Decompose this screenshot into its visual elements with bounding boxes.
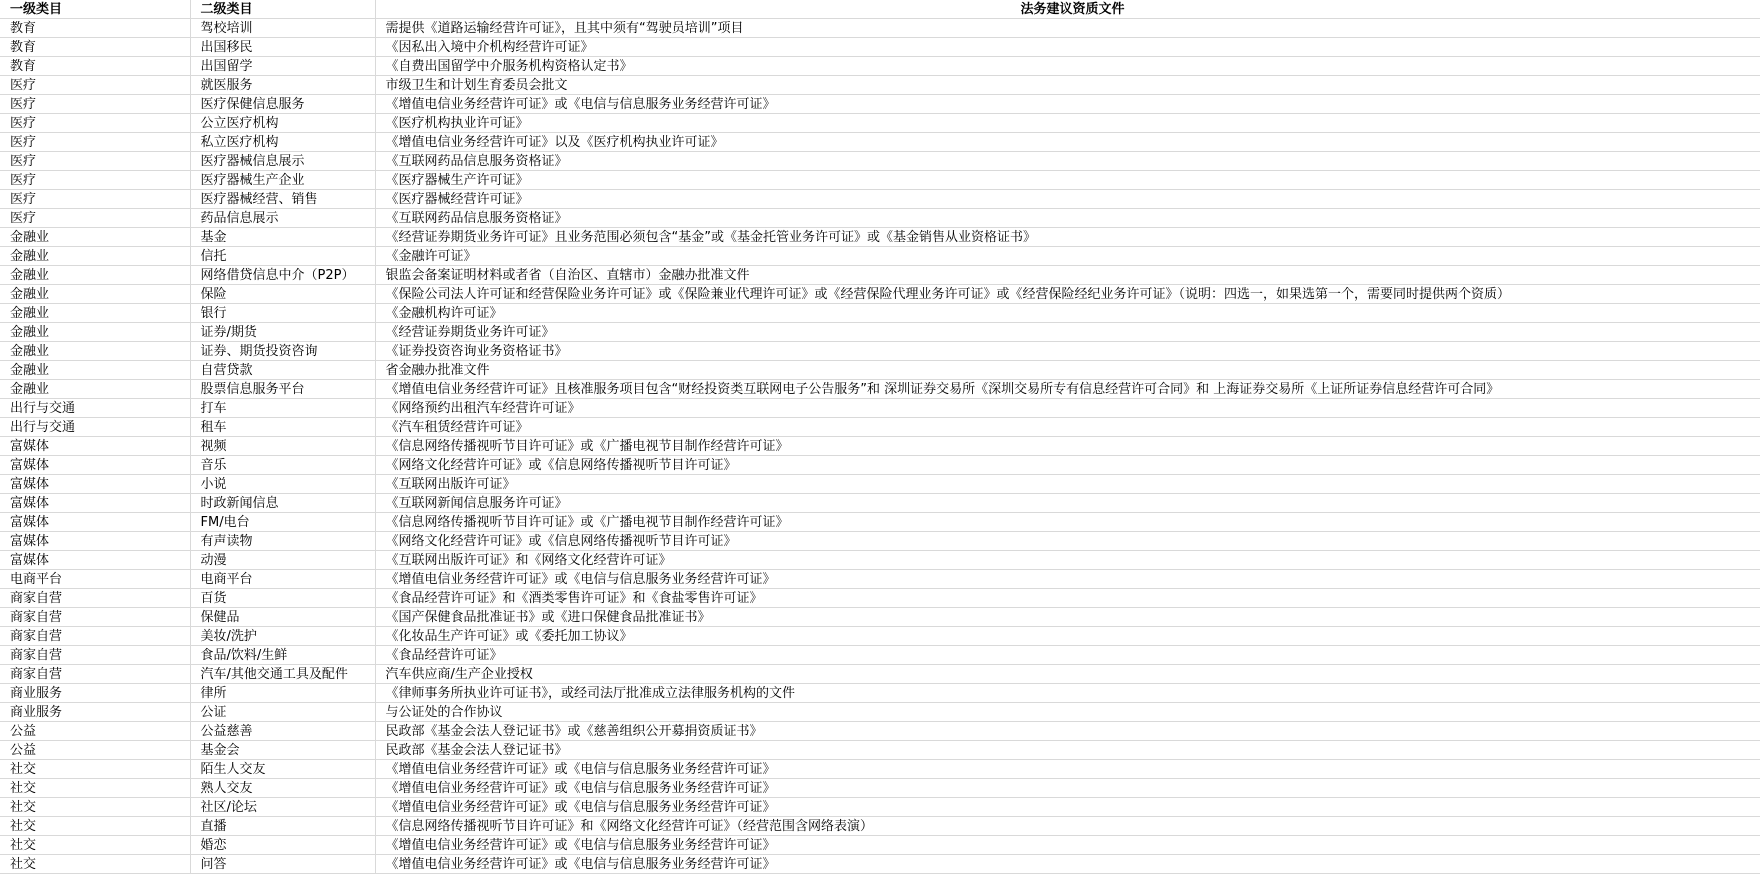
cell-level2-category[interactable]: 百货 [190, 589, 375, 608]
table-row [0, 361, 1760, 380]
cell-level1-category[interactable]: 金融业 [0, 342, 190, 361]
cell-level2-category[interactable]: 医疗保健信息服务 [190, 95, 375, 114]
cell-legal-documents[interactable]: 汽车供应商/生产企业授权 [375, 665, 1760, 684]
cell-level2-category[interactable]: 打车 [190, 399, 375, 418]
table-row [0, 494, 1760, 513]
cell-legal-documents[interactable]: 《增值电信业务经营许可证》或《电信与信息服务业务经营许可证》 [375, 570, 1760, 589]
cell-level2-category[interactable]: 出国留学 [190, 57, 375, 76]
table-row [0, 342, 1760, 361]
cell-legal-documents[interactable]: 《信息网络传播视听节目许可证》和《网络文化经营许可证》（经营范围含网络表演） [375, 817, 1760, 836]
table-row [0, 836, 1760, 855]
table-row [0, 190, 1760, 209]
table-row [0, 513, 1760, 532]
column-header-level1-category[interactable]: 一级类目 [0, 0, 190, 19]
cell-level2-category[interactable]: 问答 [190, 855, 375, 874]
table-row [0, 589, 1760, 608]
cell-level2-category[interactable]: FM/电台 [190, 513, 375, 532]
cell-legal-documents[interactable]: 《信息网络传播视听节目许可证》或《广播电视节目制作经营许可证》 [375, 437, 1760, 456]
table-row [0, 38, 1760, 57]
cell-level2-category[interactable]: 公立医疗机构 [190, 114, 375, 133]
cell-level1-category[interactable]: 富媒体 [0, 551, 190, 570]
cell-legal-documents[interactable]: 《网络文化经营许可证》或《信息网络传播视听节目许可证》 [375, 456, 1760, 475]
cell-level1-category[interactable]: 富媒体 [0, 513, 190, 532]
header-row [0, 0, 1760, 19]
cell-legal-documents[interactable]: 《互联网新闻信息服务许可证》 [375, 494, 1760, 513]
table-row [0, 380, 1760, 399]
cell-level2-category[interactable]: 私立医疗机构 [190, 133, 375, 152]
cell-level2-category[interactable]: 美妆/洗护 [190, 627, 375, 646]
cell-level2-category[interactable]: 电商平台 [190, 570, 375, 589]
table-row [0, 798, 1760, 817]
table-row [0, 209, 1760, 228]
cell-level1-category[interactable]: 公益 [0, 722, 190, 741]
table-row [0, 475, 1760, 494]
column-header-level2-category[interactable]: 二级类目 [190, 0, 375, 19]
table-row [0, 114, 1760, 133]
cell-legal-documents[interactable]: 《国产保健食品批准证书》或《进口保健食品批准证书》 [375, 608, 1760, 627]
cell-legal-documents[interactable]: 《医疗器械经营许可证》 [375, 190, 1760, 209]
table-header [0, 0, 1760, 19]
cell-legal-documents[interactable]: 《网络预约出租汽车经营许可证》 [375, 399, 1760, 418]
cell-level2-category[interactable]: 证券/期货 [190, 323, 375, 342]
cell-legal-documents[interactable]: 《信息网络传播视听节目许可证》或《广播电视节目制作经营许可证》 [375, 513, 1760, 532]
cell-level2-category[interactable]: 自营贷款 [190, 361, 375, 380]
cell-legal-documents[interactable]: 《食品经营许可证》 [375, 646, 1760, 665]
table-row [0, 722, 1760, 741]
cell-level1-category[interactable]: 医疗 [0, 76, 190, 95]
cell-level2-category[interactable]: 基金 [190, 228, 375, 247]
cell-level1-category[interactable]: 金融业 [0, 247, 190, 266]
cell-legal-documents[interactable]: 《化妆品生产许可证》或《委托加工协议》 [375, 627, 1760, 646]
cell-level1-category[interactable]: 社交 [0, 836, 190, 855]
table-row [0, 285, 1760, 304]
cell-legal-documents[interactable]: 《汽车租赁经营许可证》 [375, 418, 1760, 437]
cell-legal-documents[interactable]: 《金融机构许可证》 [375, 304, 1760, 323]
column-header-legal-documents[interactable]: 法务建议资质文件 [375, 0, 1760, 19]
table-row [0, 608, 1760, 627]
table-row [0, 741, 1760, 760]
cell-level2-category[interactable]: 保险 [190, 285, 375, 304]
cell-legal-documents[interactable]: 银监会备案证明材料或者省（自治区、直辖市）金融办批准文件 [375, 266, 1760, 285]
cell-level2-category[interactable]: 医疗器械信息展示 [190, 152, 375, 171]
cell-legal-documents[interactable]: 《增值电信业务经营许可证》或《电信与信息服务业务经营许可证》 [375, 95, 1760, 114]
cell-level2-category[interactable]: 银行 [190, 304, 375, 323]
cell-legal-documents[interactable]: 民政部《基金会法人登记证书》或《慈善组织公开募捐资质证书》 [375, 722, 1760, 741]
cell-level1-category[interactable]: 商家自营 [0, 665, 190, 684]
cell-legal-documents[interactable]: 《因私出入境中介机构经营许可证》 [375, 38, 1760, 57]
table-row [0, 551, 1760, 570]
cell-level1-category[interactable]: 电商平台 [0, 570, 190, 589]
cell-level2-category[interactable]: 租车 [190, 418, 375, 437]
cell-level2-category[interactable]: 公证 [190, 703, 375, 722]
cell-level2-category[interactable]: 视频 [190, 437, 375, 456]
cell-level1-category[interactable]: 商业服务 [0, 703, 190, 722]
cell-legal-documents[interactable]: 民政部《基金会法人登记证书》 [375, 741, 1760, 760]
cell-legal-documents[interactable]: 与公证处的合作协议 [375, 703, 1760, 722]
cell-level1-category[interactable]: 社交 [0, 779, 190, 798]
table-row [0, 247, 1760, 266]
cell-level1-category[interactable]: 医疗 [0, 152, 190, 171]
cell-level2-category[interactable]: 保健品 [190, 608, 375, 627]
cell-legal-documents[interactable]: 《网络文化经营许可证》或《信息网络传播视听节目许可证》 [375, 532, 1760, 551]
table-row [0, 57, 1760, 76]
cell-level2-category[interactable]: 社区/论坛 [190, 798, 375, 817]
cell-legal-documents[interactable]: 《互联网出版许可证》 [375, 475, 1760, 494]
cell-level2-category[interactable]: 动漫 [190, 551, 375, 570]
cell-level2-category[interactable]: 网络借贷信息中介（P2P） [190, 266, 375, 285]
cell-level1-category[interactable]: 教育 [0, 19, 190, 38]
cell-legal-documents[interactable]: 《金融许可证》 [375, 247, 1760, 266]
cell-legal-documents[interactable]: 省金融办批准文件 [375, 361, 1760, 380]
table-row [0, 665, 1760, 684]
cell-legal-documents[interactable]: 《医疗机构执业许可证》 [375, 114, 1760, 133]
cell-level1-category[interactable]: 商家自营 [0, 646, 190, 665]
table-row [0, 437, 1760, 456]
cell-level2-category[interactable]: 有声读物 [190, 532, 375, 551]
cell-level1-category[interactable]: 医疗 [0, 209, 190, 228]
table-row [0, 399, 1760, 418]
cell-level1-category[interactable]: 教育 [0, 38, 190, 57]
cell-legal-documents[interactable]: 《增值电信业务经营许可证》或《电信与信息服务业务经营许可证》 [375, 760, 1760, 779]
table-row [0, 817, 1760, 836]
cell-level1-category[interactable]: 社交 [0, 817, 190, 836]
cell-level2-category[interactable]: 陌生人交友 [190, 760, 375, 779]
cell-level1-category[interactable]: 金融业 [0, 323, 190, 342]
table-row [0, 646, 1760, 665]
table-row [0, 228, 1760, 247]
table-row [0, 779, 1760, 798]
cell-level1-category[interactable]: 富媒体 [0, 494, 190, 513]
cell-level1-category[interactable]: 公益 [0, 741, 190, 760]
cell-level2-category[interactable]: 直播 [190, 817, 375, 836]
cell-level2-category[interactable]: 医疗器械生产企业 [190, 171, 375, 190]
table-row [0, 418, 1760, 437]
cell-level2-category[interactable]: 基金会 [190, 741, 375, 760]
cell-level2-category[interactable]: 时政新闻信息 [190, 494, 375, 513]
cell-level2-category[interactable]: 信托 [190, 247, 375, 266]
table-row [0, 76, 1760, 95]
table-row [0, 684, 1760, 703]
cell-level2-category[interactable]: 汽车/其他交通工具及配件 [190, 665, 375, 684]
cell-level1-category[interactable]: 医疗 [0, 190, 190, 209]
cell-level1-category[interactable]: 金融业 [0, 266, 190, 285]
cell-level2-category[interactable]: 就医服务 [190, 76, 375, 95]
cell-legal-documents[interactable]: 《保险公司法人许可证和经营保险业务许可证》或《保险兼业代理许可证》或《经营保险代理业务许可证》或《经营保险经纪业务许可证》（说明：四选一，如果选第一个，需要同时提供两个资质） [375, 285, 1760, 304]
cell-level2-category[interactable]: 出国移民 [190, 38, 375, 57]
table-row [0, 703, 1760, 722]
table-row [0, 133, 1760, 152]
cell-level2-category[interactable]: 婚恋 [190, 836, 375, 855]
table-row [0, 532, 1760, 551]
cell-level1-category[interactable]: 社交 [0, 798, 190, 817]
cell-level1-category[interactable]: 金融业 [0, 304, 190, 323]
table-row [0, 19, 1760, 38]
table-row [0, 95, 1760, 114]
cell-level1-category[interactable]: 社交 [0, 855, 190, 874]
cell-level1-category[interactable]: 出行与交通 [0, 418, 190, 437]
table-row [0, 323, 1760, 342]
cell-level1-category[interactable]: 商业服务 [0, 684, 190, 703]
cell-level1-category[interactable]: 商家自营 [0, 627, 190, 646]
cell-legal-documents[interactable]: 《自费出国留学中介服务机构资格认定书》 [375, 57, 1760, 76]
table-body [0, 19, 1760, 874]
cell-legal-documents[interactable]: 《增值电信业务经营许可证》或《电信与信息服务业务经营许可证》 [375, 855, 1760, 874]
table-row [0, 152, 1760, 171]
cell-level2-category[interactable]: 熟人交友 [190, 779, 375, 798]
table-row [0, 456, 1760, 475]
cell-legal-documents[interactable]: 《增值电信业务经营许可证》以及《医疗机构执业许可证》 [375, 133, 1760, 152]
cell-level2-category[interactable]: 医疗器械经营、销售 [190, 190, 375, 209]
cell-legal-documents[interactable]: 《律师事务所执业许可证书》，或经司法厅批准成立法律服务机构的文件 [375, 684, 1760, 703]
cell-level1-category[interactable]: 金融业 [0, 228, 190, 247]
cell-level2-category[interactable]: 药品信息展示 [190, 209, 375, 228]
cell-level2-category[interactable]: 音乐 [190, 456, 375, 475]
cell-level1-category[interactable]: 商家自营 [0, 589, 190, 608]
table-row [0, 627, 1760, 646]
cell-legal-documents[interactable]: 《证券投资咨询业务资格证书》 [375, 342, 1760, 361]
cell-level1-category[interactable]: 教育 [0, 57, 190, 76]
cell-level2-category[interactable]: 公益慈善 [190, 722, 375, 741]
cell-level1-category[interactable]: 金融业 [0, 380, 190, 399]
cell-legal-documents[interactable]: 《经营证券期货业务许可证》且业务范围必须包含“基金”或《基金托管业务许可证》或《基金销售从业资格证书》 [375, 228, 1760, 247]
table-row [0, 855, 1760, 874]
cell-level1-category[interactable]: 医疗 [0, 171, 190, 190]
cell-legal-documents[interactable]: 《增值电信业务经营许可证》或《电信与信息服务业务经营许可证》 [375, 836, 1760, 855]
cell-level1-category[interactable]: 医疗 [0, 95, 190, 114]
cell-legal-documents[interactable]: 《互联网出版许可证》和《网络文化经营许可证》 [375, 551, 1760, 570]
cell-level2-category[interactable]: 驾校培训 [190, 19, 375, 38]
cell-level1-category[interactable]: 社交 [0, 760, 190, 779]
cell-legal-documents[interactable]: 《食品经营许可证》和《酒类零售许可证》和《食盐零售许可证》 [375, 589, 1760, 608]
cell-level2-category[interactable]: 证券、期货投资咨询 [190, 342, 375, 361]
cell-legal-documents[interactable]: 市级卫生和计划生育委员会批文 [375, 76, 1760, 95]
table-row [0, 171, 1760, 190]
table-row [0, 304, 1760, 323]
cell-legal-documents[interactable]: 《互联网药品信息服务资格证》 [375, 152, 1760, 171]
cell-level1-category[interactable]: 出行与交通 [0, 399, 190, 418]
cell-level2-category[interactable]: 食品/饮料/生鲜 [190, 646, 375, 665]
cell-legal-documents[interactable]: 《医疗器械生产许可证》 [375, 171, 1760, 190]
cell-legal-documents[interactable]: 《增值电信业务经营许可证》或《电信与信息服务业务经营许可证》 [375, 779, 1760, 798]
cell-level1-category[interactable]: 富媒体 [0, 532, 190, 551]
cell-level1-category[interactable]: 医疗 [0, 133, 190, 152]
cell-legal-documents[interactable]: 《经营证券期货业务许可证》 [375, 323, 1760, 342]
cell-level1-category[interactable]: 富媒体 [0, 475, 190, 494]
table-row [0, 760, 1760, 779]
table-row [0, 570, 1760, 589]
table-row [0, 266, 1760, 285]
cell-level1-category[interactable]: 金融业 [0, 361, 190, 380]
cell-legal-documents[interactable]: 《增值电信业务经营许可证》或《电信与信息服务业务经营许可证》 [375, 798, 1760, 817]
cell-legal-documents[interactable]: 《增值电信业务经营许可证》且核准服务项目包含“财经投资类互联网电子公告服务”和 深圳证券交易所《深圳交易所专有信息经营许可合同》和 上海证券交易所《上证所证券信息经营许可合同》 [375, 380, 1760, 399]
cell-level2-category[interactable]: 律所 [190, 684, 375, 703]
cell-level1-category[interactable]: 金融业 [0, 285, 190, 304]
cell-level1-category[interactable]: 富媒体 [0, 437, 190, 456]
cell-level1-category[interactable]: 医疗 [0, 114, 190, 133]
cell-legal-documents[interactable]: 需提供《道路运输经营许可证》，且其中须有“驾驶员培训”项目 [375, 19, 1760, 38]
cell-legal-documents[interactable]: 《互联网药品信息服务资格证》 [375, 209, 1760, 228]
cell-level2-category[interactable]: 股票信息服务平台 [190, 380, 375, 399]
cell-level1-category[interactable]: 商家自营 [0, 608, 190, 627]
cell-level2-category[interactable]: 小说 [190, 475, 375, 494]
cell-level1-category[interactable]: 富媒体 [0, 456, 190, 475]
